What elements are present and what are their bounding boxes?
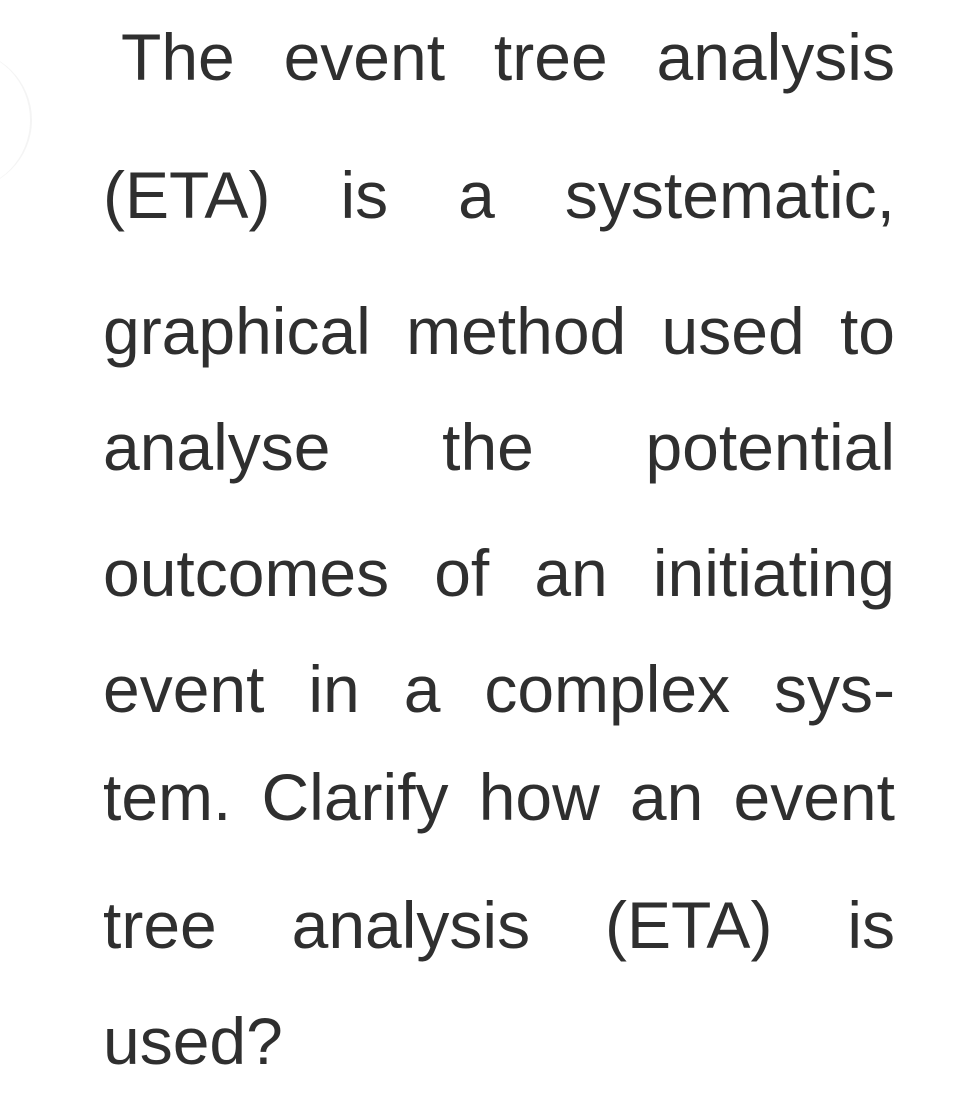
word: tree (493, 20, 608, 94)
word: an (534, 536, 608, 610)
edge-shadow-decoration (0, 50, 32, 190)
word: method (406, 294, 627, 368)
word: The (121, 20, 235, 94)
paragraph-line-7 (103, 760, 895, 844)
word: analyse (103, 410, 331, 484)
paragraph-line-3 (103, 294, 895, 378)
paragraph-line-5 (103, 536, 895, 620)
word: a (403, 652, 441, 726)
word: an (629, 760, 704, 834)
word: tem. (103, 760, 232, 834)
paragraph-line-9 (103, 1004, 895, 1088)
paragraph-line-1 (121, 20, 895, 104)
word: analysis (656, 20, 895, 94)
word: (ETA) (605, 888, 773, 962)
word: to (839, 294, 895, 368)
word: potential (645, 410, 895, 484)
word: a (458, 158, 495, 232)
word: event (103, 652, 265, 726)
word: initiating (652, 536, 895, 610)
word: analysis (291, 888, 531, 962)
paragraph-line-2 (103, 158, 895, 242)
paragraph-line-4 (103, 410, 895, 494)
paragraph-line-8 (103, 888, 895, 972)
word: event (733, 760, 895, 834)
word: is (340, 158, 389, 232)
word: Clarify (261, 760, 449, 834)
word: sys- (774, 652, 895, 726)
word: used (661, 294, 805, 368)
word: is (847, 888, 895, 962)
word: graphical (103, 294, 371, 368)
word: complex (484, 652, 731, 726)
word: in (308, 652, 360, 726)
paragraph-line-6 (103, 652, 895, 736)
word: how (478, 760, 600, 834)
word: (ETA) (103, 158, 271, 232)
word: systematic, (564, 158, 895, 232)
word: tree (103, 888, 217, 962)
word: event (283, 20, 446, 94)
word: of (434, 536, 490, 610)
word: the (442, 410, 534, 484)
word: used? (103, 1004, 283, 1078)
word: outcomes (103, 536, 390, 610)
